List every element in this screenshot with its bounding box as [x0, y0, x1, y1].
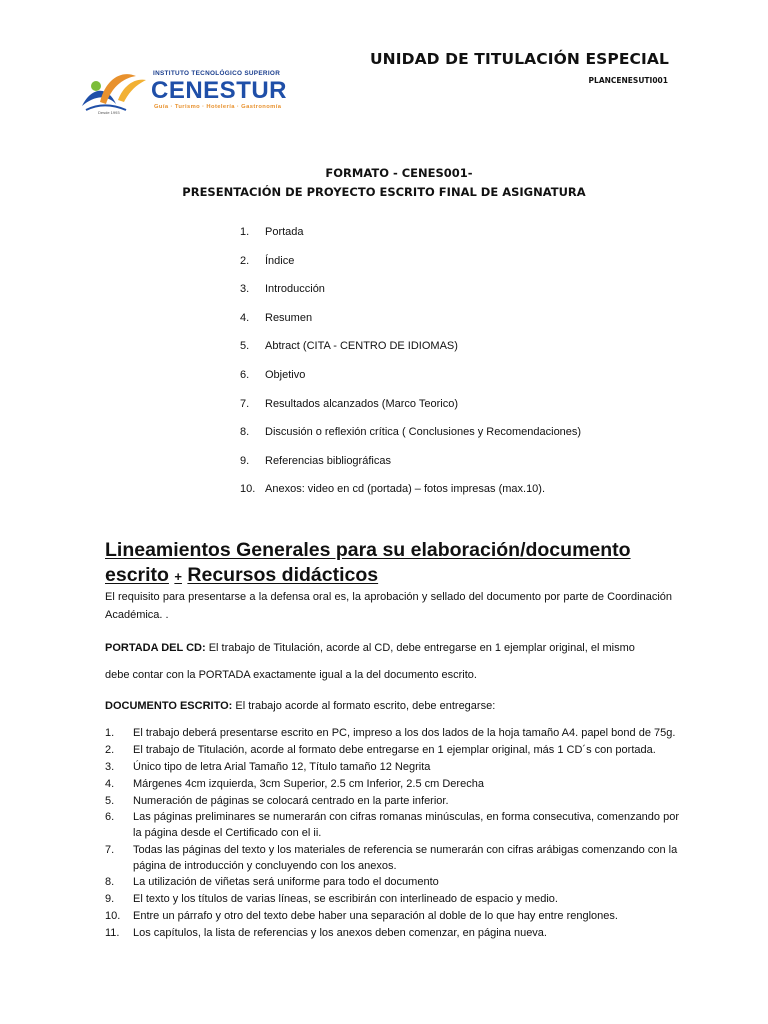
list-item: [105, 892, 680, 908]
list-text: Discusión o reflexión crítica ( Conclusiones y Recomendaciones): [265, 426, 582, 439]
written-document-paragraph: [105, 697, 672, 715]
list-number: 1.: [240, 226, 250, 238]
logo-tagline: Guía · Turismo · Hotelería · Gastronomía: [154, 104, 282, 110]
logo-name: CENESTUR: [151, 77, 288, 104]
list-number: 6.: [105, 811, 115, 824]
cd-cover-paragraph-cont: debe contar con la PORTADA exactamente igual a la del documento escrito.: [105, 669, 477, 681]
guidelines-heading-part-b: escrito: [105, 564, 169, 586]
list-text: Referencias bibliográficas: [265, 454, 391, 467]
list-number: 10.: [105, 910, 121, 923]
format-code: FORMATO - CENES001-: [325, 166, 473, 180]
list-text: Las páginas preliminares se numerarán con cifras romanas minúsculas, en forma consecutiva, comenzando por la página desde el Certificado con el ii.: [133, 811, 679, 840]
written-document-label: DOCUMENTO ESCRITO:: [105, 700, 233, 712]
list-item: [105, 909, 680, 925]
list-number: 6.: [240, 368, 250, 381]
requirement-paragraph: El requisito para presentarse a la defensa oral es, la aprobación y sellado del documento por parte de Coordinación Académica. .: [105, 591, 672, 621]
cenestur-logo: [78, 64, 303, 120]
list-number: 5.: [240, 340, 250, 353]
list-item: [105, 760, 680, 776]
page-header-title: UNIDAD DE TITULACIÓN ESPECIAL: [370, 50, 669, 68]
list-number: 9.: [240, 454, 250, 467]
list-number: 11.: [105, 927, 120, 940]
list-number: 3.: [240, 283, 250, 296]
cd-cover-label: PORTADA DEL CD:: [105, 642, 206, 654]
list-item: [105, 777, 680, 793]
guidelines-heading-plus: +: [174, 569, 182, 584]
list-number: 7.: [240, 397, 250, 410]
list-text: El trabajo deberá presentarse escrito en PC, impreso a los dos lados de la hoja tamaño A4. papel bond de 75g.: [133, 727, 676, 739]
list-number: 2.: [240, 254, 250, 267]
written-document-text: El trabajo acorde al formato escrito, debe entregarse:: [235, 700, 496, 712]
list-item: [105, 743, 680, 759]
list-number: 10.: [240, 483, 256, 496]
logo-since: Desde 1993: [98, 110, 120, 115]
cd-cover-paragraph: [105, 639, 672, 657]
list-number: 9.: [105, 893, 115, 906]
list-text: Objetivo: [265, 368, 306, 381]
list-item: [105, 875, 680, 891]
list-number: 3.: [105, 760, 115, 773]
list-item: [105, 810, 680, 841]
list-number: 2.: [105, 743, 115, 756]
list-item: [105, 794, 680, 810]
list-text: Único tipo de letra Arial Tamaño 12, Título tamaño 12 Negrita: [133, 760, 431, 773]
list-number: 4.: [240, 311, 250, 324]
list-text: Abtract (CITA - CENTRO DE IDIOMAS): [265, 340, 458, 353]
list-number: 8.: [105, 876, 115, 889]
format-heading: [0, 164, 768, 202]
list-text: Todas las páginas del texto y los materiales de referencia se numerarán con cifras arábigas comenzando con la página de introducción y concluyendo con los anexos.: [133, 843, 678, 872]
list-text: Márgenes 4cm izquierda, 3cm Superior, 2.5 cm Inferior, 2.5 cm Derecha: [133, 777, 484, 790]
guidelines-heading: [105, 538, 705, 589]
list-text: Resumen: [265, 311, 313, 324]
guidelines-heading-part-c: Recursos didácticos: [187, 564, 379, 586]
list-number: 1.: [105, 727, 115, 739]
cd-cover-text: El trabajo de Titulación, acorde al CD, debe entregarse en 1 ejemplar original, el mismo: [208, 642, 635, 654]
list-item: [105, 926, 680, 942]
list-text: Introducción: [265, 283, 325, 296]
list-number: 7.: [105, 843, 115, 856]
format-title: PRESENTACIÓN DE PROYECTO ESCRITO FINAL DE ASIGNATURA: [182, 185, 586, 199]
list-number: 5.: [105, 794, 115, 807]
list-number: 8.: [240, 426, 250, 439]
list-text: Los capítulos, la lista de referencias y los anexos deben comenzar, en página nueva.: [133, 927, 547, 940]
list-text: Entre un párrafo y otro del texto debe haber una separación al doble de lo que hay entre renglones.: [133, 910, 618, 923]
logo-institute-text: INSTITUTO TECNOLÓGICO SUPERIOR: [153, 70, 281, 77]
document-code: PLANCENESUTI001: [588, 76, 668, 85]
list-number: 4.: [105, 777, 115, 790]
list-text: El trabajo de Titulación, acorde al formato debe entregarse en 1 ejemplar original, más 1 CD´s con portada.: [133, 743, 656, 756]
list-text: El texto y los títulos de varias líneas, se escribirán con interlineado de espacio y medio.: [133, 893, 558, 906]
list-text: Índice: [265, 254, 295, 267]
list-text: La utilización de viñetas será uniforme para todo el documento: [133, 876, 439, 889]
list-item: [105, 726, 680, 742]
list-text: Portada: [265, 226, 304, 238]
list-text: Anexos: video en cd (portada) – fotos impresas (max.10).: [265, 483, 546, 496]
list-text: Resultados alcanzados (Marco Teorico): [265, 397, 458, 410]
rules-list: [105, 726, 680, 943]
list-item: [105, 843, 680, 874]
guidelines-heading-part-a: Lineamientos Generales para su elaboración/documento: [105, 539, 631, 561]
list-text: Numeración de páginas se colocará centrado en la parte inferior.: [133, 794, 449, 807]
